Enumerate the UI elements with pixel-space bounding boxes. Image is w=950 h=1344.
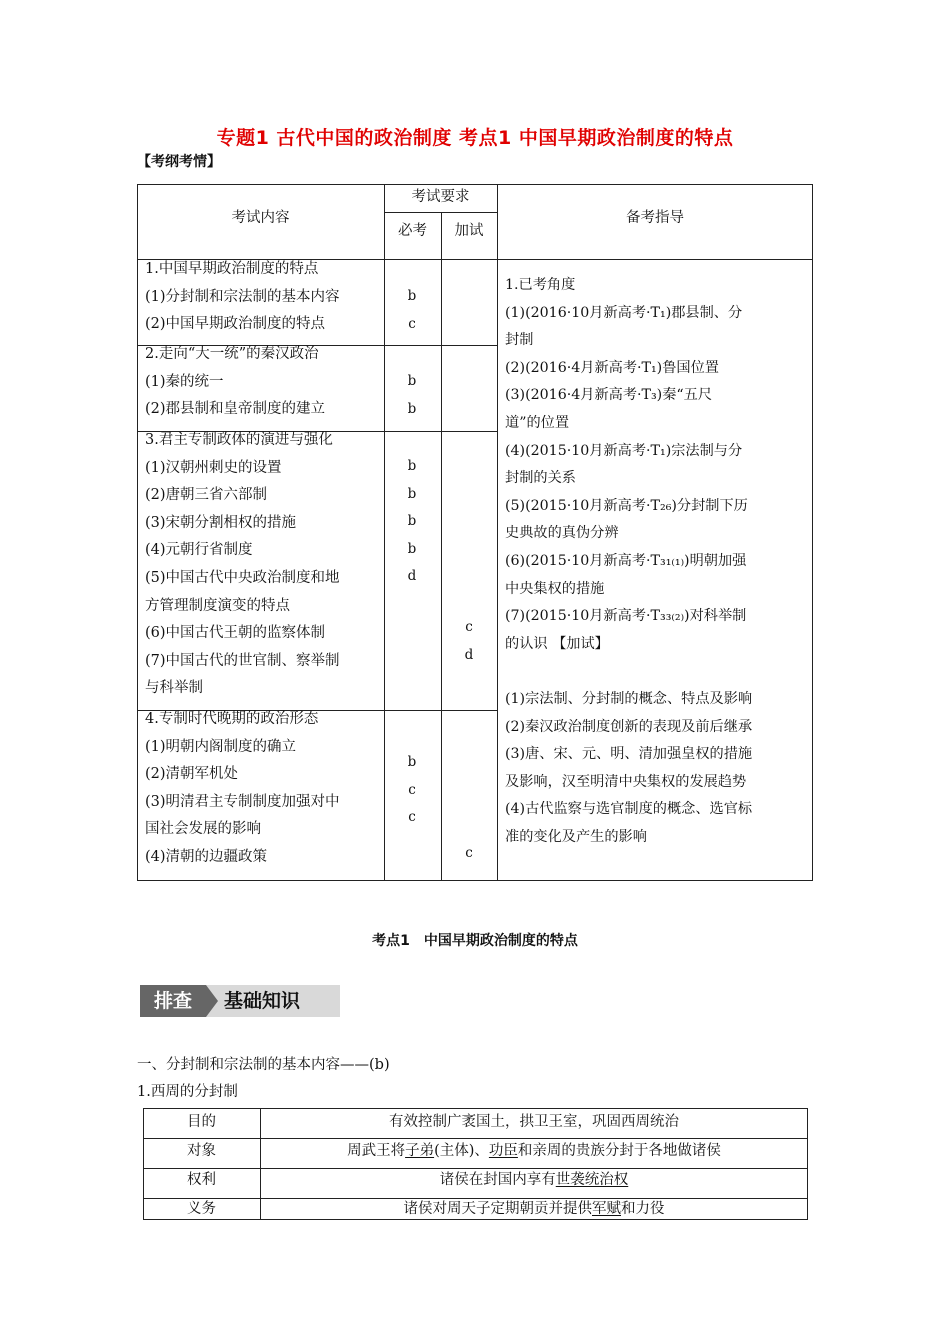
content-line: 4.专制时代晚期的政治形态	[145, 711, 319, 727]
content-line: (5)中国古代中央政治制度和地	[145, 569, 340, 586]
underlined-term: 世袭统治权	[555, 1172, 629, 1188]
header-extra: 加试	[454, 223, 484, 239]
level-b: b	[407, 288, 417, 304]
col-divider	[497, 184, 498, 881]
value-text: 诸侯在封国内享有	[439, 1172, 556, 1188]
group-3-required	[356, 453, 468, 591]
row-value	[260, 1107, 808, 1137]
content-line: (6)中国古代王朝的监察体制	[145, 625, 326, 642]
content-line: (1)分封制和宗法制的基本内容	[145, 288, 340, 305]
banner-text: 基础知识	[224, 990, 301, 1012]
guide-line: 准的变化及产生的影响	[505, 828, 647, 845]
content-line: (3)宋朝分割相权的措施	[145, 514, 297, 531]
content-line: 3.君主专制政体的演进与强化	[145, 432, 333, 448]
guide-line: (4)(2015·10月新高考·T₁)宗法制与分	[505, 442, 743, 459]
row-key: 权利	[187, 1172, 216, 1188]
level-c: c	[465, 845, 473, 861]
guide-line: (2)秦汉政治制度创新的表现及前后继承	[505, 718, 753, 735]
header-required: 必考	[398, 223, 427, 239]
group-3-content	[145, 427, 381, 703]
level-d: d	[407, 568, 417, 585]
level-d: d	[464, 646, 474, 663]
row-value	[260, 1194, 808, 1224]
row-key: 义务	[187, 1201, 216, 1217]
table-row	[143, 1136, 808, 1166]
row-value	[260, 1136, 808, 1166]
level-b: b	[407, 373, 417, 389]
content-line: (1)汉朝州刺史的设置	[145, 459, 282, 476]
guide-line: (1)(2016·10月新高考·T₁)郡县制、分	[505, 304, 743, 321]
row-key: 目的	[187, 1114, 216, 1130]
level-b: b	[407, 540, 417, 557]
guide-line	[505, 658, 811, 686]
guide-line: 1.已考角度	[505, 277, 576, 293]
level-c: c	[408, 809, 416, 826]
guide-line: (7)(2015·10月新高考·T₃₃₍₂₎)对科举制	[505, 608, 747, 625]
group-2-content	[145, 341, 381, 424]
level-b: b	[407, 513, 417, 530]
guide-line: 封制	[505, 332, 534, 349]
subheading-1: 一、分封制和宗法制的基本内容——(b)	[137, 1057, 390, 1073]
table-row	[143, 1194, 808, 1224]
guide-line: 的认识 【加试】	[505, 635, 609, 652]
value-text: 和亲周的贵族分封于各地做诸侯	[517, 1143, 721, 1159]
guide-line: (3)(2016·4月新高考·T₃)秦“五尺	[505, 387, 713, 404]
guide-content	[505, 272, 811, 851]
underlined-term: 子弟	[405, 1143, 435, 1159]
content-line: (2)清朝军机处	[145, 766, 239, 783]
guide-line: (4)古代监察与选官制度的概念、选官标	[505, 801, 753, 818]
row-value	[260, 1165, 808, 1195]
guide-line: (1)宗法制、分封制的概念、特点及影响	[505, 690, 753, 707]
banner-tag: 排查	[140, 985, 206, 1017]
guide-line: 封制的关系	[505, 470, 576, 487]
guide-line: 道”的位置	[505, 414, 570, 431]
underlined-term: 功臣	[488, 1143, 518, 1159]
row-key: 对象	[187, 1143, 216, 1159]
header-guide: 备考指导	[626, 210, 684, 226]
outline-label: 【考纲考情】	[137, 154, 221, 170]
underlined-term: 军赋	[592, 1201, 621, 1217]
content-line: (2)中国早期政治制度的特点	[145, 316, 326, 333]
group-4-required	[356, 749, 468, 832]
group-1-content	[145, 256, 381, 339]
guide-line: (2)(2016·4月新高考·T₁)鲁国位置	[505, 359, 719, 376]
value-text: 诸侯对周天子定期朝贡并提供	[403, 1201, 592, 1217]
content-line: (4)元朝行省制度	[145, 542, 253, 559]
table-row	[143, 1165, 808, 1195]
content-line: (1)明朝内阁制度的确立	[145, 738, 297, 755]
content-line: 与科举制	[145, 680, 203, 697]
header-content: 考试内容	[231, 210, 290, 226]
level-c: c	[408, 315, 416, 332]
level-c: c	[465, 619, 473, 635]
section-heading: 考点1 中国早期政治制度的特点	[372, 933, 578, 949]
subheading-2: 1.西周的分封制	[137, 1084, 238, 1100]
guide-line: 及影响，汉至明清中央集权的发展趋势	[505, 773, 747, 790]
guide-line: (3)唐、宋、元、明、清加强皇权的措施	[505, 746, 753, 763]
group-2-required	[356, 368, 468, 423]
value-text: (主体)、	[434, 1143, 489, 1159]
group-4-content	[145, 706, 381, 872]
level-b: b	[407, 485, 417, 502]
content-line: 国社会发展的影响	[145, 821, 261, 838]
value-text: 周武王将	[347, 1143, 406, 1159]
level-c: c	[408, 781, 416, 798]
knowledge-banner	[140, 985, 340, 1017]
content-line: (3)明清君主专制制度加强对中	[145, 793, 340, 810]
guide-line: (5)(2015·10月新高考·T₂₆)分封制下历	[505, 497, 748, 514]
level-b: b	[407, 458, 417, 474]
content-line: (1)秦的统一	[145, 373, 224, 390]
content-line: (2)唐朝三省六部制	[145, 487, 268, 504]
guide-line: 史典故的真伪分辨	[505, 525, 619, 542]
group-1-required	[356, 283, 468, 338]
value-text: 有效控制广袤国土，拱卫王室，巩固西周统治	[389, 1114, 679, 1130]
guide-line: 中央集权的措施	[505, 580, 605, 597]
content-line: (2)郡县制和皇帝制度的建立	[145, 401, 326, 418]
guide-line: (6)(2015·10月新高考·T₃₁₍₁₎)明朝加强	[505, 552, 747, 569]
table-row	[143, 1107, 808, 1137]
header-requirement: 考试要求	[411, 189, 470, 205]
value-text: 和力役	[621, 1201, 665, 1217]
level-b: b	[407, 754, 417, 770]
content-line: 1.中国早期政治制度的特点	[145, 261, 319, 277]
banner-arrow-icon	[206, 985, 218, 1017]
page-title: 专题1 古代中国的政治制度 考点1 中国早期政治制度的特点	[216, 127, 734, 149]
content-line: (7)中国古代的世官制、察举制	[145, 652, 340, 669]
content-line: 2.走向“大一统”的秦汉政治	[145, 346, 319, 362]
content-line: 方管理制度演变的特点	[145, 597, 290, 614]
level-b: b	[407, 400, 417, 417]
content-line: (4)清朝的边疆政策	[145, 848, 268, 865]
